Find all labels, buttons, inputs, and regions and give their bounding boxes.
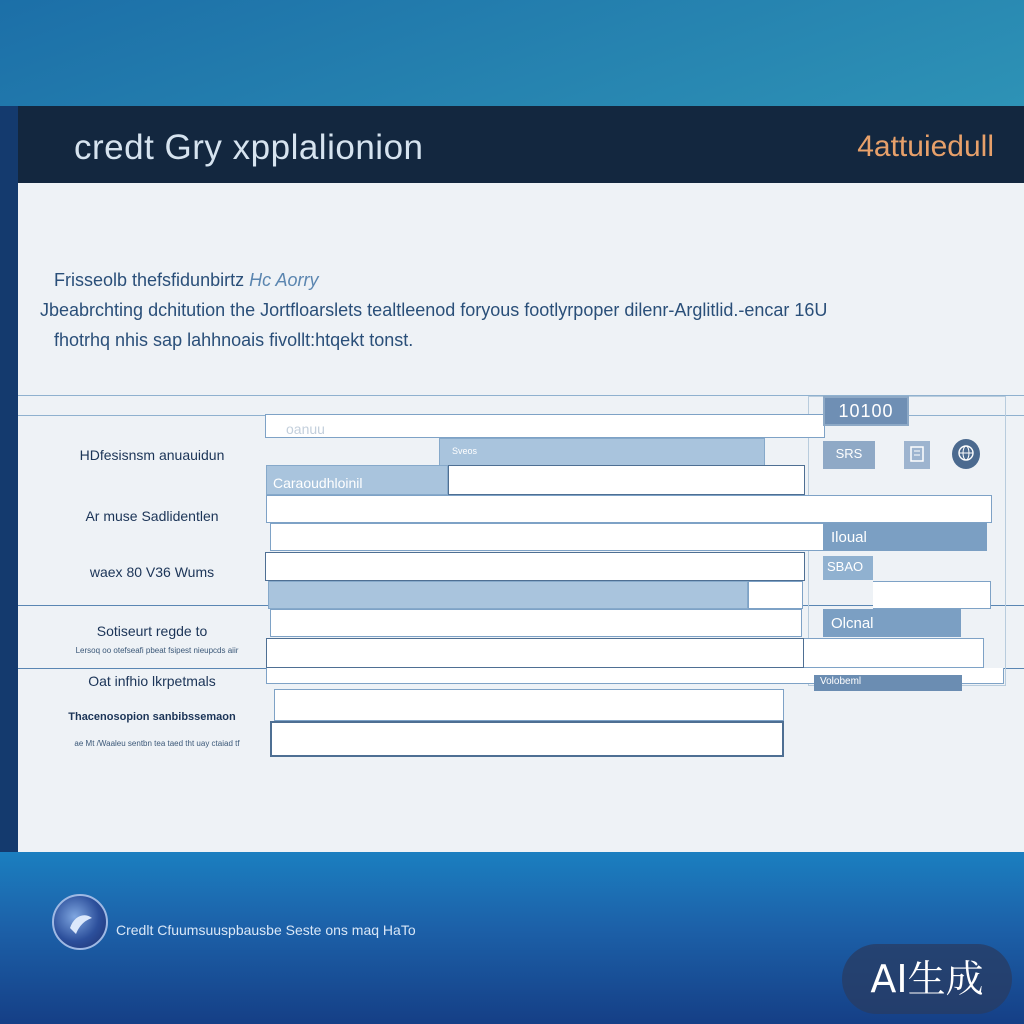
intro-line-1: Frisseolb thefsfidunbirtz Hc Aorry <box>54 270 319 290</box>
text-field-3[interactable] <box>266 495 992 523</box>
intro-line-1-accent: Hc Aorry <box>249 270 319 290</box>
chip-optional[interactable]: Olcnal <box>823 609 961 637</box>
ai-generated-badge: AI生成 <box>842 944 1012 1014</box>
footer-logo[interactable] <box>52 894 108 950</box>
field-label-2: Ar muse Sadlidentlen <box>85 508 219 524</box>
text-field-side[interactable] <box>873 581 991 609</box>
text-field-7[interactable] <box>270 609 802 637</box>
field-label-3: waex 80 V36 Wums <box>89 564 215 580</box>
intro-line-3: fhotrhq nhis sap lahhnoais fivollt:htqekt tonst. <box>54 330 414 350</box>
progress-bar-2 <box>268 581 748 609</box>
tool-button-2[interactable] <box>904 441 930 469</box>
app-title: credt Gry xpplalionion <box>74 128 424 167</box>
brand-logo-text[interactable]: 4attuiedull <box>857 130 994 163</box>
tool-button-1[interactable]: SRS <box>823 441 875 469</box>
app-header <box>18 106 1024 183</box>
form-panel <box>18 183 1024 852</box>
background-left-edge <box>0 106 18 852</box>
text-field-4[interactable] <box>270 523 825 551</box>
text-field-2[interactable] <box>448 465 805 495</box>
chip-volume[interactable]: Volobeml <box>814 675 962 691</box>
field-label-1: HDfesisnsm anuauidun <box>79 447 225 463</box>
logo-icon <box>66 908 96 938</box>
text-field-10[interactable] <box>274 689 784 721</box>
text-field-8[interactable] <box>266 638 804 668</box>
text-field-5[interactable] <box>265 552 805 581</box>
tool-button-3[interactable] <box>952 439 980 469</box>
chip-amount[interactable]: SBAO <box>823 556 873 580</box>
text-field-11[interactable] <box>270 721 784 757</box>
field-label-4-help: Lersoq oo otefseafi pbeat fsipest nieupcds aiir <box>75 646 239 655</box>
intro-line-2: Jbeabrchting dchitution the Jortfloarslets tealtleenod foryous footlyrpoper dilenr-Arglitlid.-encar 16U <box>40 300 828 320</box>
progress-bar-1 <box>439 438 765 466</box>
value-display-box: 10100 <box>823 396 909 426</box>
field-label-6: Thacenosopion sanbibssemaon <box>68 711 236 723</box>
field-label-6-help: ae Mt /Waaleu sentbn tea taed tht uay ctaiad tf <box>74 739 240 748</box>
intro-text <box>40 265 874 355</box>
document-icon <box>910 446 924 462</box>
globe-icon <box>957 444 975 462</box>
text-field-1[interactable] <box>265 414 825 438</box>
text-field-6[interactable] <box>748 581 803 609</box>
select-field-2-value[interactable]: Caraoudhloinil <box>266 465 448 495</box>
progress-bar-1-label: Sveos <box>452 446 478 456</box>
footer-text: Credlt Cfuumsuuspbausbe Seste ons maq HaTo <box>116 922 416 938</box>
field-label-5: Oat infhio lkrpetmals <box>88 673 216 689</box>
chip-total[interactable]: Iloual <box>823 523 987 551</box>
field-label-4: Sotiseurt regde to <box>96 623 208 639</box>
field-1-placeholder: oanuu <box>286 421 325 437</box>
text-field-8-extension[interactable] <box>804 638 984 668</box>
